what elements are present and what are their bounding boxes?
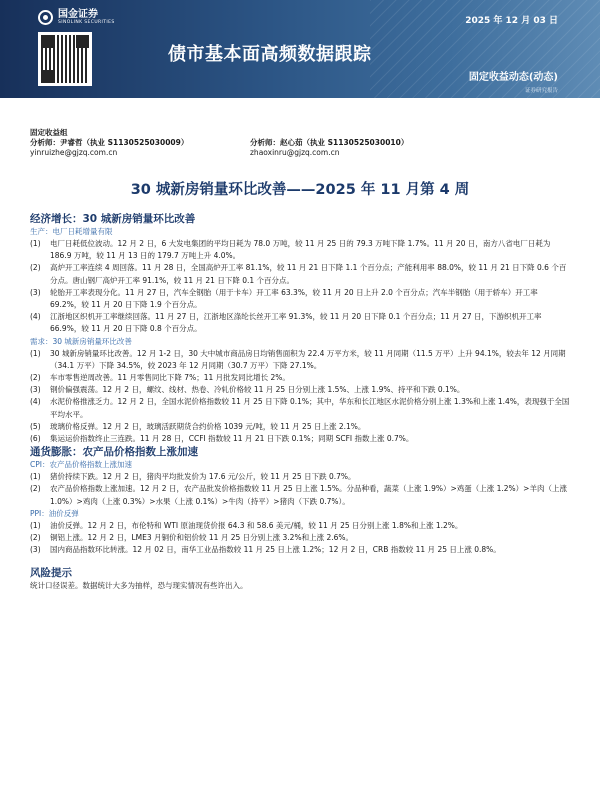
item-number: (3) (30, 287, 41, 297)
list-item (30, 433, 570, 445)
item-text: 油价反弹。12 月 2 日，布伦特和 WTI 原油现货价报 64.3 和 58.6 美元/桶，较 11 月 25 日分别上涨 1.8%和上涨 1.2%。 (50, 520, 463, 530)
report-series-title: 债市基本面高频数据跟踪 (168, 44, 372, 65)
logo-en: SINOLINK SECURITIES (58, 20, 115, 25)
report-content (30, 212, 570, 592)
list-item (30, 372, 570, 384)
author-2-email: zhaoxinru@gjzq.com.cn (250, 148, 340, 157)
qr-code-icon (38, 32, 92, 86)
section-inflation-title: 通货膨胀：农产品价格指数上涨加速 (30, 446, 198, 459)
item-text: 农产品价格指数上涨加速。12 月 2 日，农产品批发价格指数较 11 月 25 日上涨 1.5%。分品种看，蔬菜（上涨 1.9%）>鸡蛋（上涨 1.2%）>羊肉（上涨 1.0%）>鸡肉（上涨 0.3%）>水果（上涨 0.1%）>牛肉（持平）>猪肉（下跌 0.7%）。 (50, 484, 567, 506)
item-text: 铜铝上涨。12 月 2 日，LME3 月铜价和铝价较 11 月 25 日分别上涨 3.2%和上涨 2.6%。 (50, 533, 354, 543)
subsection-demand-title: 需求：30 城新房销量环比改善 (30, 336, 132, 346)
item-number: (1) (30, 520, 41, 530)
item-number: (2) (30, 263, 41, 273)
item-text: 电厂日耗低位波动。12 月 2 日，6 大发电集团的平均日耗为 78.0 万吨，较 11 月 25 日的 79.3 万吨下降 1.7%。11 月 20 日，南方八省电厂日耗为 186.9 万吨，较 11 月 13 日的 179.7 万吨上升 4.0%。 (50, 239, 551, 261)
item-text: 国内商品指数环比转涨。12 月 02 日，南华工业品指数较 11 月 25 日上涨 1.2%；12 月 2 日，CRB 指数较 11 月 25 日上涨 0.8%。 (50, 545, 501, 555)
author-1-email: yinruizhe@gjzq.com.cn (30, 148, 118, 157)
list-item (30, 396, 570, 420)
demand-list (30, 348, 570, 446)
item-number: (4) (30, 312, 41, 322)
item-number: (2) (30, 484, 41, 494)
item-text: 轮胎开工率表现分化。11 月 27 日，汽车全钢胎（用于卡车）开工率 63.3%，较 11 月 20 日上升 2.0 个百分点；汽车半钢胎（用于轿车）开工率 69.2%，较 11 月 20 日下降 1.9 个百分点。 (50, 287, 538, 310)
logo-mark-icon (38, 10, 53, 25)
list-item (30, 532, 570, 544)
risk-text: 统计口径误差。数据统计大多为抽样，恐与现实情况有些许出入。 (30, 581, 248, 591)
team-name: 固定收益组 (30, 128, 68, 137)
list-item (30, 348, 570, 372)
ppi-list (30, 520, 570, 557)
company-logo (38, 9, 115, 26)
item-number: (2) (30, 373, 41, 383)
list-item (30, 520, 570, 532)
report-kind: 证券研究报告 (524, 88, 558, 94)
item-text: 江浙地区织机开工率继续回落。11 月 27 日，江浙地区涤纶长丝开工率 91.3%，较 11 月 20 日下降 0.1 个百分点；11 月 27 日，下游织机开工率 66.9%，较 11 月 20 日下降 0.8 个百分点。 (50, 312, 542, 334)
list-item (30, 471, 570, 483)
subsection-ppi-title: PPI：油价反弹 (30, 508, 79, 518)
item-number: (4) (30, 397, 41, 407)
item-number: (3) (30, 545, 41, 555)
list-item (30, 421, 570, 433)
item-number: (1) (30, 239, 41, 248)
list-item (30, 384, 570, 396)
header-banner (0, 0, 600, 98)
cpi-list (30, 471, 570, 508)
subsection-production-title: 生产：电厂日耗增量有限 (30, 227, 113, 236)
item-text: 车市零售逆周改善。11 月零售同比下降 7%；11 月批发同比增长 2%。 (50, 373, 290, 383)
main-title: 30 城新房销量环比改善——2025 年 11 月第 4 周 (130, 182, 470, 198)
item-number: (5) (30, 421, 41, 431)
item-text: 玻璃价格反弹。12 月 2 日，玻璃活跃期货合约价格 1039 元/吨，较 11 月 25 日上涨 2.1%。 (50, 421, 366, 431)
author-block (30, 128, 590, 158)
list-item (30, 483, 570, 507)
list-item (30, 311, 570, 335)
item-text: 猪价持续下跌。12 月 2 日，猪肉平均批发价为 17.6 元/公斤，较 11 月 25 日下跌 0.7%。 (50, 472, 356, 482)
author-2-name: 分析师：赵心茹（执业 S1130525030010） (250, 138, 409, 147)
list-item (30, 287, 570, 311)
list-item (30, 238, 570, 262)
author-1-name: 分析师：尹睿哲（执业 S1130525030009） (30, 138, 189, 147)
production-list (30, 238, 570, 336)
item-text: 水泥价格推涨乏力。12 月 2 日，全国水泥价格指数较 11 月 25 日下降 0.1%；其中，华东和长江地区水泥价格分别上涨 1.3%和上涨 1.4%，表现强于全国平均水平。 (50, 397, 570, 419)
item-text: 集运运价指数终止三连跌。11 月 28 日，CCFI 指数较 11 月 21 日下跌 0.1%；同期 SCFI 指数上涨 0.7%。 (50, 434, 414, 444)
item-number: (1) (30, 348, 41, 358)
item-number: (3) (30, 385, 41, 395)
list-item (30, 544, 570, 556)
section-growth-title: 经济增长：30 城新房销量环比改善 (30, 213, 196, 225)
subsection-cpi-title: CPI：农产品价格指数上涨加速 (30, 460, 132, 470)
item-number: (1) (30, 472, 41, 482)
item-text: 30 城新房销量环比改善。12 月 1-2 日，30 大中城市商品房日均销售面积为 22.4 万平方米，较 11 月同期（11.5 万平）上升 94.1%，较去年 12 月同期（34.1 万平）下降 34.5%，较 2023 年 12 月同期（30.7 万平）下降 27.1%。 (50, 348, 566, 370)
item-text: 钢价偏强震荡。12 月 2 日，螺纹、线材、热卷、冷轧价格较 11 月 25 日分别上涨 1.5%、上涨 1.9%、持平和下跌 0.1%。 (50, 385, 465, 395)
risk-title: 风险提示 (30, 567, 72, 580)
item-number: (2) (30, 533, 41, 543)
report-date: 2025 年 12 月 03 日 (465, 16, 558, 26)
list-item (30, 262, 570, 286)
logo-cn: 国金证券 (58, 9, 98, 20)
report-type: 固定收益动态(动态) (468, 72, 558, 83)
item-text: 高炉开工率连续 4 周回落。11 月 28 日，全国高炉开工率 81.1%，较 11 月 21 日下降 1.1 个百分点；产能利用率 88.0%，较 11 月 21 日下降 0.6 个百分点。唐山钢厂高炉开工率 91.1%，较 11 月 21 日下降 0.1 个百分点。 (50, 263, 567, 285)
item-number: (6) (30, 434, 41, 444)
